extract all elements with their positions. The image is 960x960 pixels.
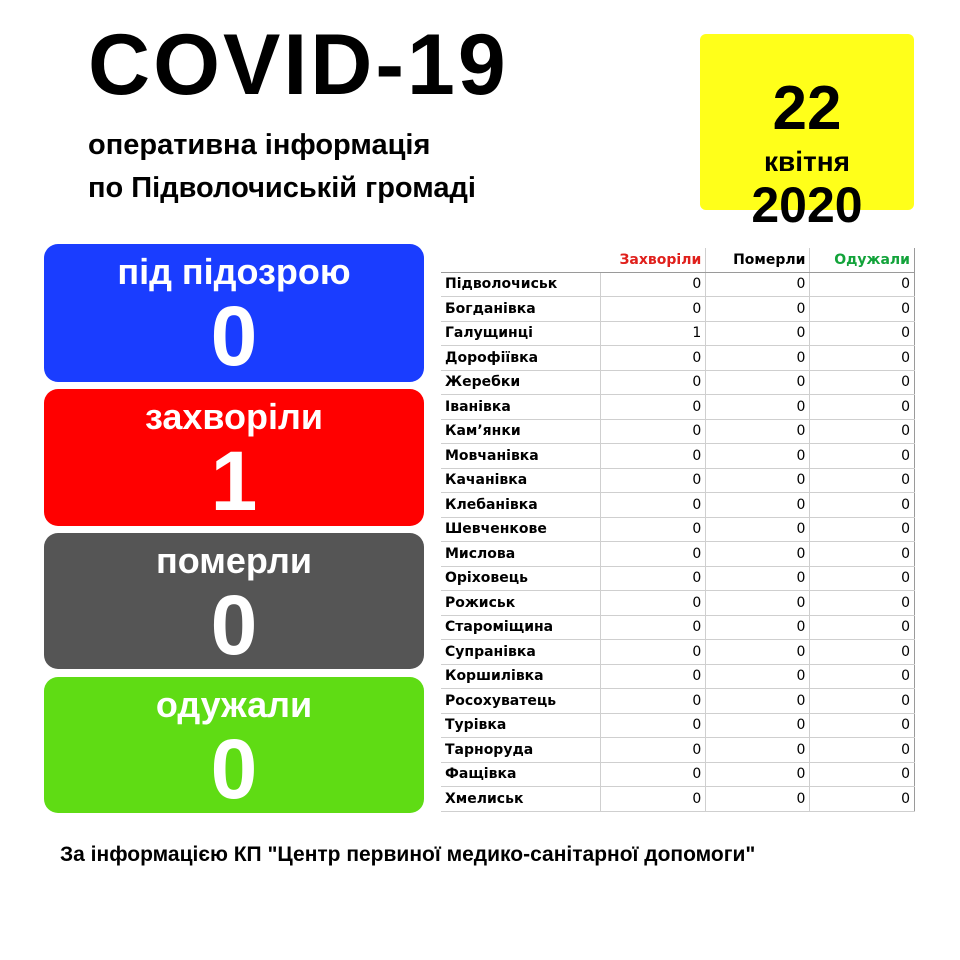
village-name: Мислова [441,542,601,567]
recovered-card [44,677,424,816]
died-count: 0 [706,395,810,420]
table-row [441,468,915,493]
died-count: 0 [706,370,810,395]
village-name: Хмелиськ [441,787,601,812]
recovered-count: 0 [810,615,915,640]
recovered-count: 0 [810,468,915,493]
died-count: 0 [706,566,810,591]
recovered-count: 0 [810,321,915,346]
recovered-count: 0 [810,640,915,665]
village-name: Фащівка [441,762,601,787]
sick-count: 0 [601,297,706,322]
sick-count: 0 [601,468,706,493]
village-name: Шевченкове [441,517,601,542]
sick-label: захворіли [144,396,324,437]
recovered-count: 0 [810,713,915,738]
sick-count: 0 [601,762,706,787]
date-year: 2020 [751,177,863,233]
column-header-died: Померли [706,248,810,272]
died-count: 0 [706,444,810,469]
died-count: 0 [706,321,810,346]
table-row [441,738,915,763]
recovered-count: 0 [810,738,915,763]
died-count: 0 [706,517,810,542]
sick-card [44,389,424,526]
sick-count: 0 [601,444,706,469]
column-header-sick: Захворіли [601,248,706,272]
recovered-value: 0 [210,722,258,816]
village-name: Рожиськ [441,591,601,616]
table-row [441,297,915,322]
table-row [441,321,915,346]
sick-count: 0 [601,738,706,763]
died-count: 0 [706,689,810,714]
village-name: Супранівка [441,640,601,665]
died-count: 0 [706,738,810,763]
sick-count: 0 [601,566,706,591]
died-count: 0 [706,713,810,738]
sick-count: 0 [601,615,706,640]
suspected-card [44,244,424,382]
date-month: квітня [764,146,850,177]
sick-count: 0 [601,272,706,297]
died-label: померли [155,540,312,581]
recovered-count: 0 [810,395,915,420]
recovered-count: 0 [810,346,915,371]
recovered-label: одужали [155,684,313,725]
sick-count: 0 [601,370,706,395]
sick-count: 0 [601,591,706,616]
table-row [441,419,915,444]
table-row [441,493,915,518]
page-title: COVID-19 [88,17,509,113]
table-row [441,591,915,616]
table-row [441,689,915,714]
died-count: 0 [706,762,810,787]
died-value: 0 [210,578,258,672]
died-card [44,533,424,672]
table-row [441,370,915,395]
sick-count: 0 [601,517,706,542]
sick-count: 1 [601,321,706,346]
table-row [441,395,915,420]
sick-count: 0 [601,542,706,567]
village-name: Росохуватець [441,689,601,714]
suspected-label: під підозрою [117,251,351,292]
died-count: 0 [706,272,810,297]
died-count: 0 [706,419,810,444]
sick-value: 1 [210,434,258,528]
table-row [441,787,915,812]
village-name: Турівка [441,713,601,738]
sick-count: 0 [601,395,706,420]
table-row [441,566,915,591]
source-footer: За інформацією КП "Центр первиної медико-санітарної допомоги" [60,843,756,866]
village-name: Тарноруда [441,738,601,763]
recovered-count: 0 [810,664,915,689]
subtitle-line-1: оперативна інформація [88,129,431,161]
village-name: Богданівка [441,297,601,322]
recovered-count: 0 [810,493,915,518]
table-row [441,346,915,371]
table-row [441,517,915,542]
date-day: 22 [772,74,842,143]
sick-count: 0 [601,787,706,812]
sick-count: 0 [601,346,706,371]
recovered-count: 0 [810,370,915,395]
villages-table [441,248,915,812]
table-row [441,762,915,787]
table-row [441,664,915,689]
village-name: Жеребки [441,370,601,395]
died-count: 0 [706,664,810,689]
sick-count: 0 [601,640,706,665]
village-name: Іванівка [441,395,601,420]
recovered-count: 0 [810,787,915,812]
recovered-count: 0 [810,517,915,542]
died-count: 0 [706,468,810,493]
table-header-row [441,248,915,272]
table-row [441,713,915,738]
died-count: 0 [706,493,810,518]
table-row [441,444,915,469]
village-name: Кам’янки [441,419,601,444]
died-count: 0 [706,615,810,640]
died-count: 0 [706,591,810,616]
village-name: Галущинці [441,321,601,346]
village-name: Підволочиськ [441,272,601,297]
recovered-count: 0 [810,542,915,567]
village-name: Качанівка [441,468,601,493]
sick-count: 0 [601,419,706,444]
died-count: 0 [706,297,810,322]
sick-count: 0 [601,689,706,714]
village-name: Клебанівка [441,493,601,518]
recovered-count: 0 [810,591,915,616]
died-count: 0 [706,640,810,665]
recovered-count: 0 [810,689,915,714]
subtitle-line-2: по Підволочиській громаді [88,172,476,204]
recovered-count: 0 [810,566,915,591]
village-name: Коршилівка [441,664,601,689]
died-count: 0 [706,346,810,371]
village-name: Дорофіївка [441,346,601,371]
table-row [441,640,915,665]
died-count: 0 [706,787,810,812]
village-name: Староміщина [441,615,601,640]
village-name: Оріховець [441,566,601,591]
village-name: Мовчанівка [441,444,601,469]
sick-count: 0 [601,664,706,689]
suspected-value: 0 [210,289,258,383]
recovered-count: 0 [810,272,915,297]
column-header-recovered: Одужали [810,248,915,272]
sick-count: 0 [601,493,706,518]
recovered-count: 0 [810,297,915,322]
recovered-count: 0 [810,444,915,469]
died-count: 0 [706,542,810,567]
table-row [441,615,915,640]
sick-count: 0 [601,713,706,738]
table-row [441,272,915,297]
recovered-count: 0 [810,762,915,787]
table-header-empty [441,248,601,272]
date-box [700,34,914,233]
table-row [441,542,915,567]
recovered-count: 0 [810,419,915,444]
